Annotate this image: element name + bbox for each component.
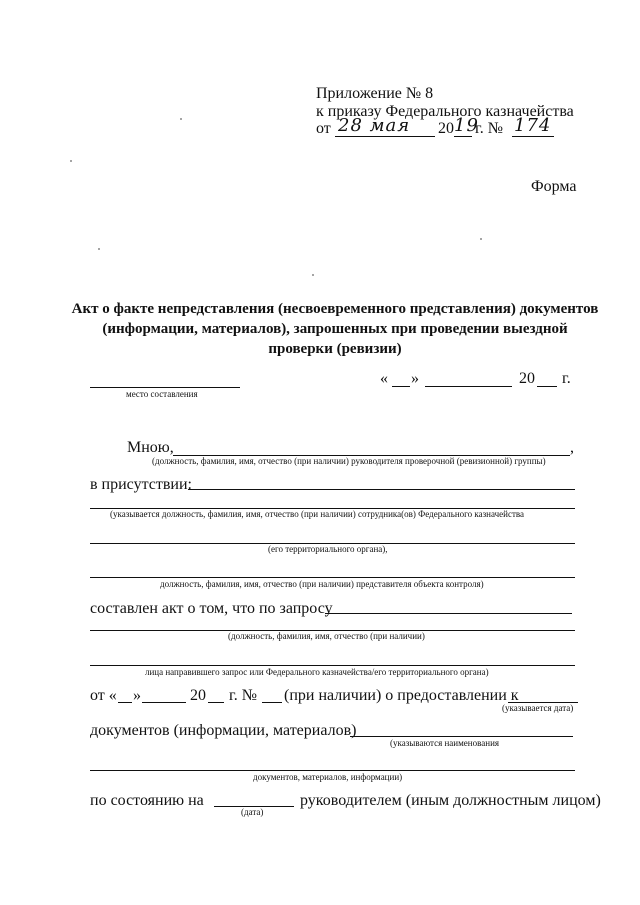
documents-caption-1: (указываются наименования — [390, 738, 500, 748]
order-date-prefix: от — [316, 120, 331, 137]
handwritten-year: 19 — [454, 115, 479, 136]
state-label: по состоянию на — [90, 792, 204, 809]
document-title: Акт о факте непредставления (несвоевременного представления) документов (информации, материалов), запрошенных при проведении выездной проверки (ревизии) — [71, 301, 599, 357]
presence-caption-1: (указывается должность, фамилия, имя, отчество (при наличии) сотрудника(ов) Федерального казначейства — [110, 509, 525, 519]
composed-caption-2: лица направившего запрос или Федерального казначейства/его территориального органа) — [145, 667, 489, 677]
presence-caption-3: должность, фамилия, имя, отчество (при наличии) представителя объекта контроля) — [160, 579, 484, 589]
number-underline — [512, 136, 554, 137]
year-prefix: 20 — [438, 120, 454, 137]
from-year-line — [208, 702, 224, 703]
form-label: Форма — [531, 178, 577, 195]
by-me-caption: (должность, фамилия, имя, отчество (при наличии) руководителя проверочной (ревизионной) группы) — [152, 456, 546, 466]
documents-caption-2: документов, материалов, информации) — [253, 772, 403, 782]
scan-speck — [70, 160, 72, 162]
state-tail: руководителем (иным должностным лицом) — [300, 792, 601, 809]
from-close: » — [133, 687, 141, 704]
presence-line — [188, 489, 575, 490]
place-year-suffix: г. — [562, 370, 571, 387]
composed-caption-1: (должность, фамилия, имя, отчество (при наличии) — [228, 631, 425, 641]
scan-speck — [180, 118, 182, 120]
presence-label: в присутствии: — [90, 476, 192, 493]
documents-line — [350, 736, 573, 737]
composed-label: составлен акт о том, что по запросу — [90, 600, 333, 617]
presence-line-4 — [90, 577, 575, 578]
from-number-prefix: г. № — [229, 687, 258, 704]
from-number-line — [262, 702, 282, 703]
from-year-prefix: 20 — [190, 687, 206, 704]
order-line: к приказу Федерального казначейства — [316, 103, 574, 120]
date-open-quote: « — [380, 370, 388, 387]
from-provision-text: (при наличии) о предоставлении к — [284, 687, 519, 704]
composed-line-3 — [90, 665, 575, 666]
date-underline — [335, 136, 435, 137]
documents-line-2 — [90, 770, 575, 771]
from-day-line — [118, 702, 132, 703]
scan-speck — [480, 238, 482, 240]
from-date-caption: (указывается дата) — [502, 703, 574, 713]
composed-line — [325, 613, 572, 614]
appendix-label: Приложение № 8 — [316, 85, 434, 102]
documents-label: документов (информации, материалов) — [90, 722, 357, 739]
from-open: от « — [90, 687, 117, 704]
place-year-prefix: 20 — [519, 370, 535, 387]
by-me-comma: , — [570, 439, 574, 456]
handwritten-date: 28 мая — [338, 115, 411, 136]
number-prefix: г. № — [475, 120, 504, 137]
scan-speck — [312, 274, 314, 276]
year-underline — [454, 136, 472, 137]
day-line — [392, 386, 410, 387]
month-line — [425, 386, 512, 387]
presence-caption-2: (его территориального органа), — [268, 544, 388, 554]
date-close-quote: » — [411, 370, 419, 387]
place-line — [90, 387, 240, 388]
by-me-label: Мною, — [127, 439, 174, 456]
handwritten-number: 174 — [514, 115, 552, 136]
scan-speck — [98, 248, 100, 250]
place-caption: место составления — [126, 389, 198, 399]
state-date-caption: (дата) — [241, 807, 264, 817]
from-month-line — [142, 702, 186, 703]
place-year-line — [537, 386, 557, 387]
